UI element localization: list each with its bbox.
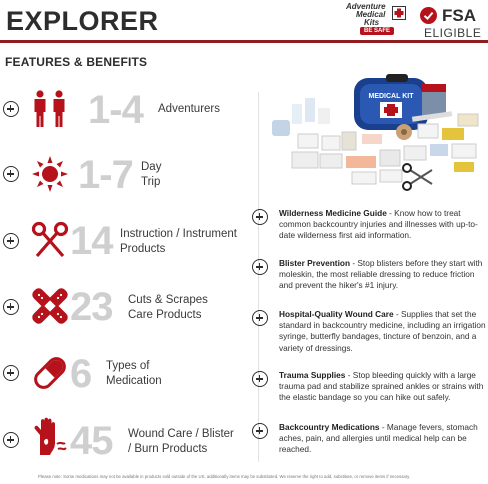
feature-wound-care [0,415,256,465]
brand-logo [344,2,410,38]
brand-line-3: Kits [364,18,380,27]
benefit-title: Backcountry Medications [279,422,380,432]
plus-circle-icon [3,432,19,448]
benefit-body: - Know how to treat common backcountry injuries and illnesses with up-to-date wilderness first aid information. [279,208,478,241]
plus-circle-icon [3,299,19,315]
burned-hand-icon [30,417,70,457]
feature-label-line-2: / Burn Products [128,443,208,455]
fsa-badge [420,6,484,38]
feature-adventurers [0,84,256,134]
benefit-text [279,309,487,354]
feature-medications [0,348,256,398]
plus-circle-icon [252,209,268,225]
feature-label: Wound Care / Blister [128,428,234,440]
benefit-body: - Manage fevers, stomach aches, pain, and allergies until medical help can be reached. [279,422,478,455]
benefit-title: Wilderness Medicine Guide [279,208,387,218]
feature-label: Types of [106,360,150,372]
feature-label-line-2: Trip [141,176,161,188]
header-divider [0,40,488,43]
plus-circle-icon [252,371,268,387]
plus-circle-icon [3,233,19,249]
product-photo [272,74,482,194]
medical-cross-icon [392,6,406,20]
brand-line-2: Medical [356,10,386,19]
benefit-body: - Stop blisters before they start with moleskin, the most reliable dressing to reduce friction and prevent the hiker's #1 injury. [279,258,483,291]
feature-label: Day [141,161,162,173]
feature-number: 14 [70,219,113,263]
section-title: FEATURES & BENEFITS [5,55,148,69]
feature-label-line-2: Products [120,243,166,255]
column-divider [258,92,259,462]
fsa-subtitle: ELIGIBLE [424,26,482,40]
page-title: EXPLORER [6,6,159,36]
plus-circle-icon [3,166,19,182]
benefit-text [279,422,487,456]
brand-tagline-badge: BE SAFE [360,27,394,35]
kit-label: MEDICAL KIT [368,93,414,100]
header [0,0,488,44]
brand-line-1: Adventure [346,2,386,11]
benefit-body: - Supplies that set the standard in backcountry medicine, including an irrigation syringe, butterfly bandages, tincture of benzoin, and a variety of dressings. [279,309,486,353]
feature-trip-days [0,149,256,199]
plus-circle-icon [252,259,268,275]
feature-label-line-2: Medication [106,375,162,387]
feature-label: Cuts & Scrapes [128,294,208,306]
bandages-icon [30,286,70,326]
feature-label-line-2: Care Products [128,309,202,321]
benefit-text [279,258,487,292]
feature-number: 23 [70,285,113,329]
feature-number: 45 [70,419,113,463]
feature-number: 1-4 [88,88,143,132]
feature-number: 6 [70,352,92,396]
check-circle-icon [420,7,437,24]
footnote: Please note: Some medications may not be available in products sold outside of the US, additionally items may be substituted. We reserve the right to add, substitute, or remove items if necessary. [38,474,411,479]
pill-icon [30,353,70,393]
feature-cuts-scrapes [0,281,256,331]
benefit-text [279,370,487,404]
benefit-title: Blister Prevention [279,258,351,268]
feature-instruments [0,215,256,265]
plus-circle-icon [3,101,19,117]
feature-number: 1-7 [78,153,133,197]
plus-circle-icon [252,310,268,326]
feature-label: Adventurers [158,103,221,115]
feature-label: Instruction / Instrument [120,228,237,240]
benefit-text [279,208,487,242]
benefit-body: - Stop bleeding quickly with a large trauma pad and stabilize sprained ankles or strains with the elastic bandage so you can hike out safely. [279,370,484,403]
fsa-title: FSA [442,6,476,25]
adventurers-icon [30,89,70,129]
benefit-title: Hospital-Quality Wound Care [279,309,394,319]
scissors-icon [30,220,70,260]
plus-circle-icon [252,423,268,439]
sun-icon [30,154,70,194]
plus-circle-icon [3,365,19,381]
benefit-title: Trauma Supplies [279,370,346,380]
